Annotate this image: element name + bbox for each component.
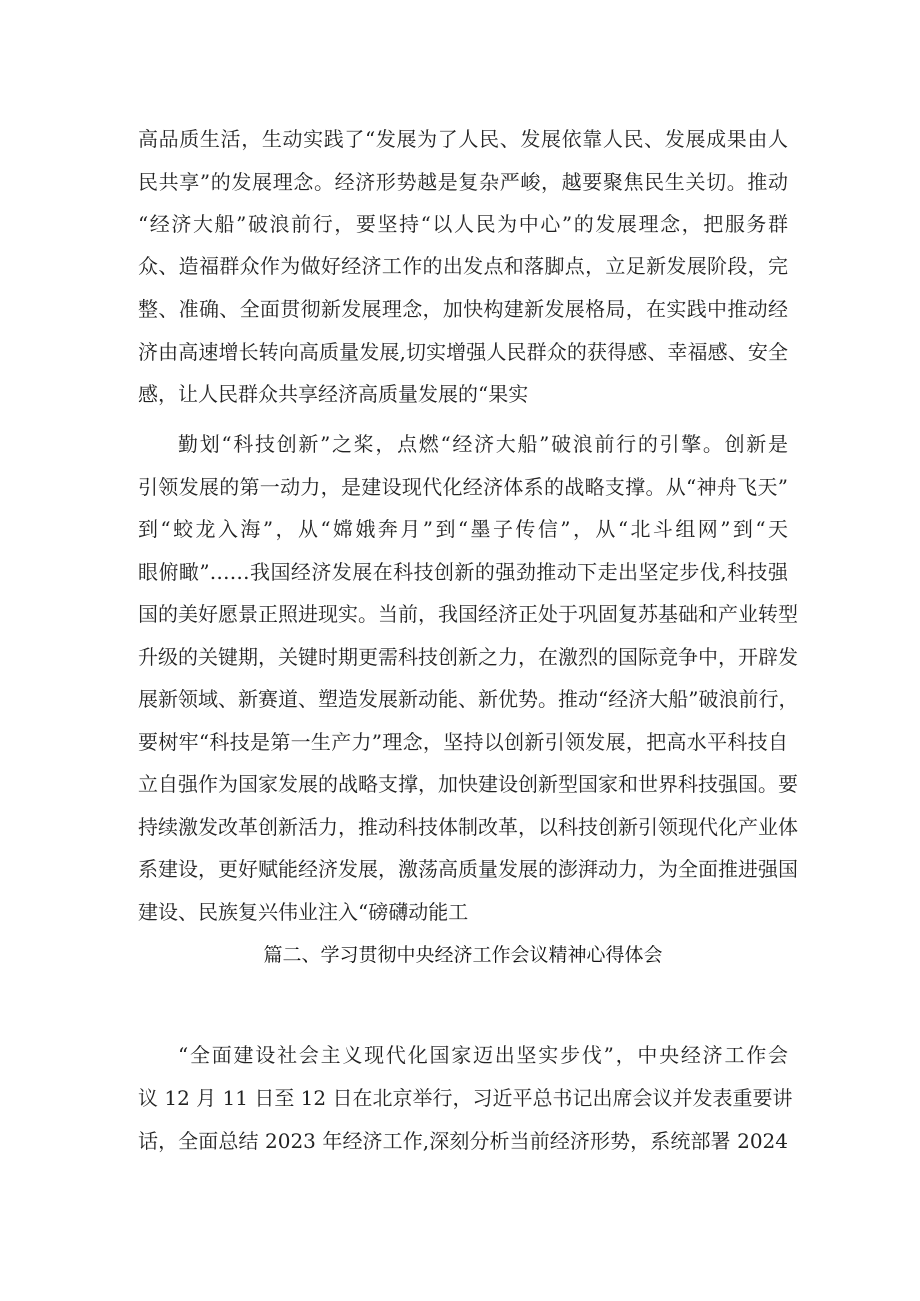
paragraph-2-line-5: 国的美好愿景正照进现实。当前，我国经济正处于巩固复苏基础和产业转型 (138, 602, 798, 626)
paragraph-1-line-2: 民共享”的发展理念。经济形势越是复杂严峻，越要聚焦民生关切。推动 (138, 170, 788, 194)
section-heading: 篇二、学习贯彻中央经济工作会议精神心得体会 (263, 944, 663, 966)
paragraph-2-line-2: 引领发展的第一动力，是建设现代化经济体系的战略支撑。从“神舟飞天” (138, 475, 788, 499)
paragraph-2-line-1: 勤划“科技创新”之桨，点燃“经济大船”破浪前行的引擎。创新是 (178, 432, 788, 456)
paragraph-3-line-2: 议 12 月 11 日至 12 日在北京举行，习近平总书记出席会议并发表重要讲 (138, 1086, 793, 1110)
paragraph-1-line-6: 济由高速增长转向高质量发展,切实增强人民群众的获得感、幸福感、安全 (138, 340, 788, 364)
paragraph-2-line-9: 立自强作为国家发展的战略支撑，加快建设创新型国家和世界科技强国。要 (138, 772, 798, 796)
paragraph-2-line-4: 眼俯瞰”……我国经济发展在科技创新的强劲推动下走出坚定步伐,科技强 (138, 560, 788, 584)
paragraph-1-line-7: 感，让人民群众共享经济高质量发展的“果实 (138, 382, 529, 406)
paragraph-3-line-3: 话，全面总结 2023 年经济工作,深刻分析当前经济形势，系统部署 2024 (138, 1129, 788, 1153)
paragraph-2-line-6: 升级的关键期，关键时期更需科技创新之力，在激烈的国际竞争中，开辟发 (138, 645, 798, 669)
paragraph-1-line-5: 整、准确、全面贯彻新发展理念，加快构建新发展格局，在实践中推动经 (138, 297, 788, 321)
paragraph-2-line-3: 到“蛟龙入海”，从“嫦娥奔月”到“墨子传信”，从“北斗组网”到“天 (138, 517, 788, 541)
paragraph-1-line-3: “经济大船”破浪前行，要坚持“以人民为中心”的发展理念，把服务群 (138, 212, 788, 236)
paragraph-2-line-8: 要树牢“科技是第一生产力”理念，坚持以创新引领发展，把高水平科技自 (138, 730, 788, 754)
paragraph-3-line-1: “全面建设社会主义现代化国家迈出坚实步伐”，中央经济工作会 (178, 1043, 788, 1067)
paragraph-1-line-4: 众、造福群众作为做好经济工作的出发点和落脚点，立足新发展阶段，完 (138, 254, 788, 278)
paragraph-1-line-1: 高品质生活，生动实践了“发展为了人民、发展依靠人民、发展成果由人 (138, 127, 788, 151)
paragraph-2-line-10: 持续激发改革创新活力，推动科技体制改革，以科技创新引领现代化产业体 (138, 815, 798, 839)
paragraph-2-line-12: 建设、民族复兴伟业注入“磅礴动能工 (138, 900, 469, 924)
paragraph-2-line-11: 系建设，更好赋能经济发展，激荡高质量发展的澎湃动力，为全面推进强国 (138, 857, 798, 881)
paragraph-2-line-7: 展新领域、新赛道、塑造发展新动能、新优势。推动“经济大船”破浪前行， (138, 687, 799, 711)
